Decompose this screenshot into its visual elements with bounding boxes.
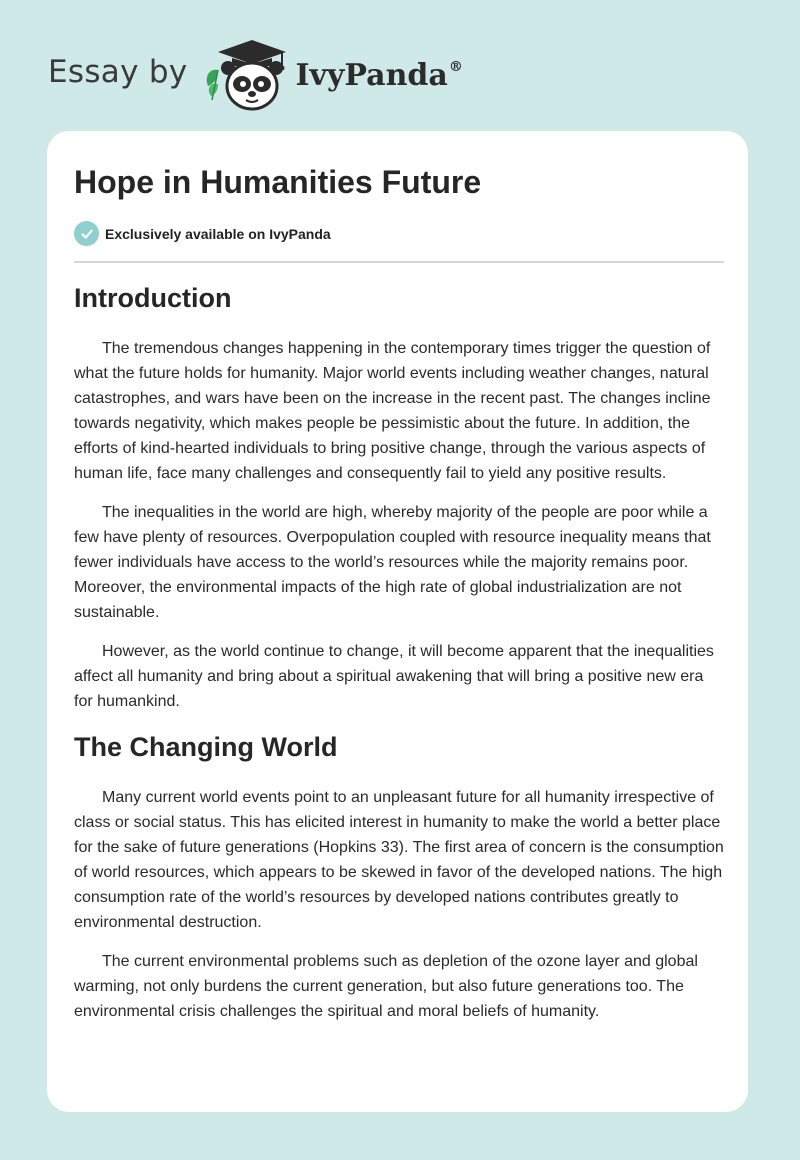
paragraph: However, as the world continue to change, it will become apparent that the inequalities affect all humanity and bring about a spiritual awakening that will bring a positive new era for humankind. xyxy=(74,643,714,711)
paragraph: Many current world events point to an unpleasant future for all humanity irrespective of class or social status. This has elicited interest in humanity to make the world a better place for the sake of future generations (Hopkins 33). The first area of concern is the consumption of world resources, which appears to be skewed in favor of the developed nations. The high consumption rate of the world’s resources by developed nations contributes greatly to environmental destruction. xyxy=(74,789,724,932)
site-header xyxy=(48,34,463,114)
registered-mark: ® xyxy=(448,58,463,75)
checkmark-icon xyxy=(74,221,99,246)
divider xyxy=(74,261,724,263)
badge-label: Exclusively available on IvyPanda xyxy=(105,225,331,242)
essay-by-label: Essay by xyxy=(48,54,188,90)
panda-graduate-icon[interactable] xyxy=(202,34,290,114)
exclusive-badge xyxy=(74,221,331,246)
essay-card xyxy=(47,131,748,1112)
section-heading: Introduction xyxy=(74,283,232,313)
brand-name[interactable]: IvyPanda® xyxy=(295,57,463,93)
section-introduction xyxy=(74,281,724,714)
leaf-icon xyxy=(206,70,217,100)
section-heading: The Changing World xyxy=(74,732,338,763)
paragraph: The current environmental problems such as depletion of the ozone layer and global warming, not only burdens the current generation, but also future generations too. The environmental crisis challenges the spiritual and moral beliefs of humanity. xyxy=(74,953,698,1021)
page-title: Hope in Humanities Future xyxy=(74,164,482,200)
paragraph: The tremendous changes happening in the contemporary times trigger the question of what the future holds for humanity. Major world events including weather changes, natural catastrophes, and wars have been on the increase in the recent past. The changes incline towards negativity, which makes people be pessimistic about the future. In addition, the efforts of kind-hearted individuals to bring positive change, through the various aspects of human life, face many challenges and consequently fail to yield any positive results. xyxy=(74,340,711,483)
paragraph: The inequalities in the world are high, whereby majority of the people are poor while a few have plenty of resources. Overpopulation coupled with resource inequality means that fewer individuals have access to the world’s resources while the majority remains poor. Moreover, the environmental impacts of the high rate of global industrialization are not sustainable. xyxy=(74,504,711,622)
section-changing-world xyxy=(74,730,724,1024)
essay-body xyxy=(74,281,724,1038)
